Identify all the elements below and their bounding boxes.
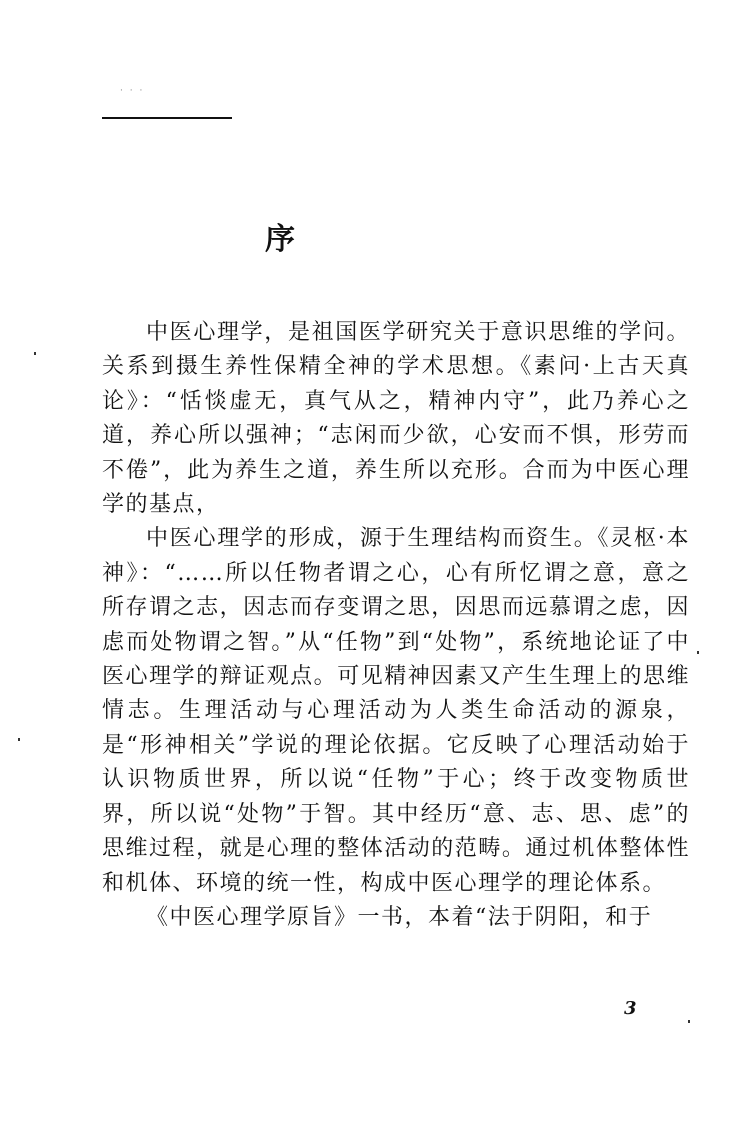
header-mark: · · ·	[120, 86, 145, 96]
paragraph-3: 《中医心理学原旨》一书，本着“法于阴阳，和于	[146, 904, 653, 930]
body-text	[102, 316, 690, 935]
page-number: 3	[624, 998, 637, 1019]
paragraph-1: 中医心理学，是祖国医学研究关于意识思维的学问。关系到摄生养性保精全神的学术思想。《素问·上古天真论》：“恬惔虚无，真气从之，精神内守”，此乃养心之道，养心所以强神；“志闲而少欲，心安而不惧，形劳而不倦”，此为养生之道，养生所以充形。合而为中医心理学的基点，	[102, 320, 690, 518]
scan-speck	[688, 1020, 690, 1023]
scan-speck	[34, 352, 36, 355]
paragraph-2: 中医心理学的形成，源于生理结构而资生。《灵枢·本神》：“……所以任物者谓之心，心有所忆谓之意，意之所存谓之志，因志而存变谓之思，因思而远慕谓之虑，因虑而处物谓之智。”从“任物”到“处物”，系统地论证了中医心理学的辩证观点。可见精神因素又产生生理上的思维情志。生理活动与心理活动为人类生命活动的源泉，是“形神相关”学说的理论依据。它反映了心理活动始于认识物质世界，所以说“任物”于心；终于改变物质世界，所以说“处物”于智。其中经历“意、志、思、虑”的思维过程，就是心理的整体活动的范畴。通过机体整体性和机体、环境的统一性，构成中医心理学的理论体系。	[102, 526, 690, 896]
scan-speck	[697, 651, 699, 654]
scan-speck	[18, 738, 20, 741]
header-rule	[102, 117, 232, 119]
page-title: 序	[265, 222, 295, 257]
